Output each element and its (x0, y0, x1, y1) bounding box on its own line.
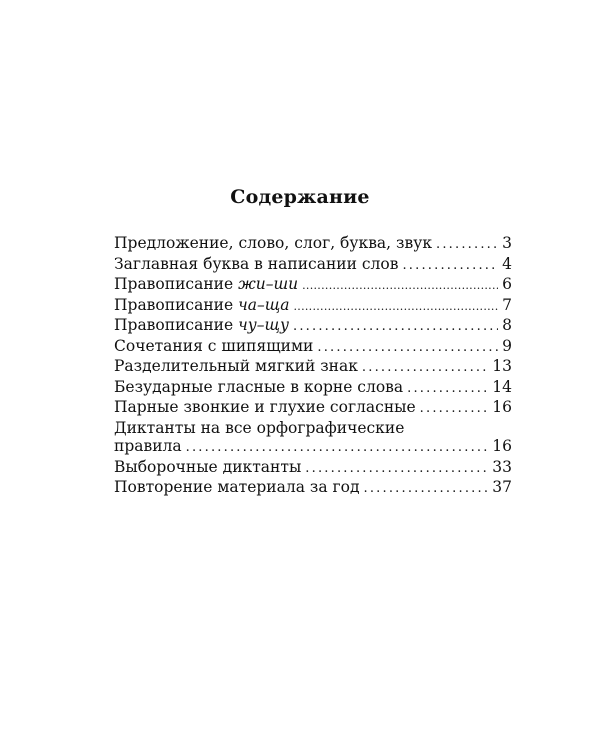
toc-entry (114, 398, 512, 419)
toc-entry-title: Заглавная буква в написании слов (114, 254, 399, 273)
toc-entry-title: Предложение, слово, слог, буква, звук (114, 234, 433, 252)
toc-page-number: 33 (492, 457, 512, 476)
toc-page-number: 16 (492, 398, 512, 416)
table-of-contents (114, 234, 512, 499)
dot-leader (302, 277, 498, 296)
spelling-pattern: чу–щу (238, 316, 289, 334)
spelling-pattern: жи–ши (238, 275, 299, 293)
toc-entry-title: Правописание жи–ши (114, 275, 299, 293)
toc-entry-title: Сочетания с шипящими (114, 336, 314, 355)
toc-entry-title: Диктанты на все орфографические (114, 418, 405, 437)
toc-entry (114, 478, 512, 499)
toc-page-number: 16 (492, 437, 512, 455)
toc-page-number: 14 (492, 377, 512, 396)
dot-leader (436, 236, 498, 255)
toc-entry (114, 255, 512, 276)
toc-entry (114, 296, 512, 317)
dot-leader (420, 400, 489, 419)
toc-page-number: 37 (492, 478, 512, 496)
toc-page-number: 9 (502, 336, 512, 355)
toc-page-number: 3 (502, 234, 512, 252)
toc-entry-title: Выборочные диктанты (114, 457, 302, 476)
page-title: Содержание (230, 186, 370, 208)
toc-page-number: 13 (492, 357, 512, 375)
toc-entry (114, 378, 512, 399)
dot-leader (362, 359, 488, 378)
toc-page-number: 6 (502, 275, 512, 293)
dot-leader (317, 339, 498, 358)
toc-entry-title: Безударные гласные в корне слова (114, 377, 404, 396)
toc-entry (114, 419, 512, 458)
toc-entry-title: Парные звонкие и глухие согласные (114, 398, 416, 416)
dot-leader (402, 257, 498, 276)
spelling-pattern: ча–ща (238, 295, 290, 314)
toc-page-number: 7 (502, 295, 512, 314)
dot-leader (186, 439, 489, 458)
toc-page-number: 8 (502, 316, 512, 334)
toc-entry-title: Правописание ча–ща (114, 295, 290, 314)
toc-entry (114, 275, 512, 296)
toc-entry (114, 234, 512, 255)
toc-entry-title: Повторение материала за год (114, 478, 360, 496)
dot-leader (305, 460, 488, 479)
toc-entry (114, 458, 512, 479)
dot-leader (293, 298, 498, 317)
toc-entry-title-continued: правила (114, 437, 182, 455)
toc-page-number: 4 (502, 254, 512, 273)
toc-entry-title: Правописание чу–щу (114, 316, 289, 334)
toc-entry (114, 316, 512, 337)
dot-leader (407, 380, 488, 399)
dot-leader (364, 480, 489, 499)
dot-leader (293, 318, 498, 337)
toc-entry-title: Разделительный мягкий знак (114, 357, 358, 375)
toc-entry (114, 337, 512, 358)
toc-entry (114, 357, 512, 378)
